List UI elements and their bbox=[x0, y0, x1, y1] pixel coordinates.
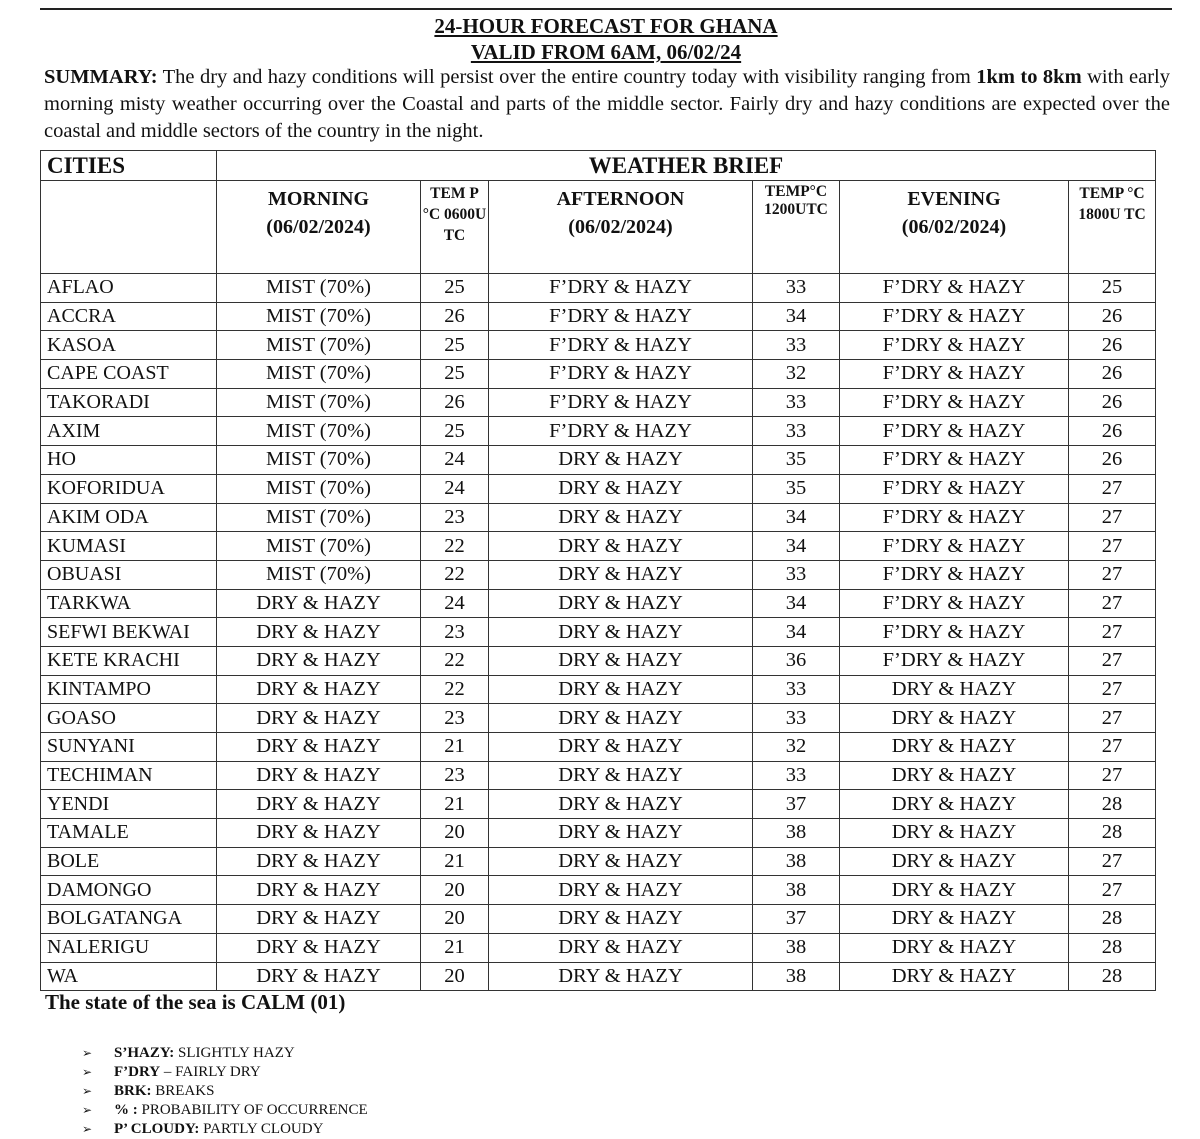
morning-cell: MIST (70%) bbox=[217, 446, 421, 475]
temp-0600-cell: 20 bbox=[421, 819, 489, 848]
city-cell: DAMONGO bbox=[41, 876, 217, 905]
temp-1800-cell: 27 bbox=[1069, 474, 1156, 503]
temp-0600-cell: 22 bbox=[421, 646, 489, 675]
afternoon-label: AFTERNOON bbox=[556, 188, 685, 210]
temp-0600-cell: 25 bbox=[421, 417, 489, 446]
temp-0600-cell: 24 bbox=[421, 446, 489, 475]
afternoon-cell: DRY & HAZY bbox=[489, 474, 753, 503]
table-row bbox=[41, 646, 1156, 675]
table-row bbox=[41, 589, 1156, 618]
morning-cell: DRY & HAZY bbox=[217, 905, 421, 934]
summary-visibility: 1km to 8km bbox=[976, 66, 1082, 88]
city-cell: BOLGATANGA bbox=[41, 905, 217, 934]
legend-meaning: BREAKS bbox=[155, 1083, 215, 1099]
table-row bbox=[41, 560, 1156, 589]
morning-cell: DRY & HAZY bbox=[217, 761, 421, 790]
temp-1800-cell: 26 bbox=[1069, 331, 1156, 360]
afternoon-cell: DRY & HAZY bbox=[489, 560, 753, 589]
evening-cell: F’DRY & HAZY bbox=[840, 560, 1069, 589]
arrowhead-icon: ➢ bbox=[82, 1065, 93, 1079]
morning-cell: MIST (70%) bbox=[217, 302, 421, 331]
afternoon-cell: DRY & HAZY bbox=[489, 618, 753, 647]
afternoon-cell: F’DRY & HAZY bbox=[489, 274, 753, 303]
temp-1800-cell: 27 bbox=[1069, 876, 1156, 905]
evening-cell: F’DRY & HAZY bbox=[840, 503, 1069, 532]
evening-label: EVENING bbox=[907, 188, 1001, 210]
forecast-table bbox=[40, 150, 1156, 991]
morning-cell: MIST (70%) bbox=[217, 532, 421, 561]
temp-1200-cell: 33 bbox=[753, 274, 840, 303]
temp-1800-cell: 28 bbox=[1069, 819, 1156, 848]
forecast-rows bbox=[41, 274, 1156, 991]
temp-1200-cell: 38 bbox=[753, 962, 840, 991]
temp-1200-cell: 34 bbox=[753, 503, 840, 532]
summary-paragraph bbox=[44, 64, 1170, 145]
temp-1800-cell: 27 bbox=[1069, 503, 1156, 532]
city-cell: OBUASI bbox=[41, 560, 217, 589]
evening-cell: F’DRY & HAZY bbox=[840, 618, 1069, 647]
temp-1800-cell: 27 bbox=[1069, 761, 1156, 790]
temp-0600-header: TEM P °C 0600U TC bbox=[421, 181, 489, 274]
city-cell: TECHIMAN bbox=[41, 761, 217, 790]
morning-cell: DRY & HAZY bbox=[217, 933, 421, 962]
evening-cell: DRY & HAZY bbox=[840, 761, 1069, 790]
temp-0600-cell: 25 bbox=[421, 331, 489, 360]
table-row bbox=[41, 790, 1156, 819]
evening-cell: DRY & HAZY bbox=[840, 962, 1069, 991]
afternoon-cell: DRY & HAZY bbox=[489, 790, 753, 819]
afternoon-cell: DRY & HAZY bbox=[489, 646, 753, 675]
morning-cell: DRY & HAZY bbox=[217, 589, 421, 618]
afternoon-cell: DRY & HAZY bbox=[489, 933, 753, 962]
table-row bbox=[41, 503, 1156, 532]
table-row bbox=[41, 733, 1156, 762]
temp-1200-cell: 35 bbox=[753, 474, 840, 503]
city-cell: NALERIGU bbox=[41, 933, 217, 962]
temp-0600-cell: 22 bbox=[421, 532, 489, 561]
city-cell: KETE KRACHI bbox=[41, 646, 217, 675]
morning-cell: MIST (70%) bbox=[217, 503, 421, 532]
temp-1800-header: TEMP °C 1800U TC bbox=[1069, 181, 1156, 274]
evening-header bbox=[840, 181, 1069, 274]
temp-0600-cell: 20 bbox=[421, 962, 489, 991]
table-row bbox=[41, 962, 1156, 991]
temp-0600-cell: 21 bbox=[421, 790, 489, 819]
top-rule bbox=[40, 8, 1172, 10]
legend-meaning: PARTLY CLOUDY bbox=[203, 1121, 324, 1137]
evening-cell: F’DRY & HAZY bbox=[840, 274, 1069, 303]
table-row bbox=[41, 360, 1156, 389]
table-row bbox=[41, 388, 1156, 417]
legend-item bbox=[82, 1063, 368, 1082]
afternoon-cell: DRY & HAZY bbox=[489, 503, 753, 532]
temp-1800-cell: 27 bbox=[1069, 618, 1156, 647]
morning-cell: DRY & HAZY bbox=[217, 618, 421, 647]
city-cell: AFLAO bbox=[41, 274, 217, 303]
evening-cell: DRY & HAZY bbox=[840, 704, 1069, 733]
city-cell: SUNYANI bbox=[41, 733, 217, 762]
morning-cell: DRY & HAZY bbox=[217, 962, 421, 991]
table-row bbox=[41, 847, 1156, 876]
afternoon-cell: F’DRY & HAZY bbox=[489, 331, 753, 360]
temp-1200-cell: 34 bbox=[753, 302, 840, 331]
table-row bbox=[41, 761, 1156, 790]
evening-cell: F’DRY & HAZY bbox=[840, 589, 1069, 618]
table-row bbox=[41, 302, 1156, 331]
morning-cell: MIST (70%) bbox=[217, 331, 421, 360]
legend-abbr: P’ CLOUDY: bbox=[114, 1121, 200, 1137]
temp-1200-cell: 33 bbox=[753, 417, 840, 446]
table-row bbox=[41, 532, 1156, 561]
temp-1800-cell: 26 bbox=[1069, 446, 1156, 475]
city-cell: KASOA bbox=[41, 331, 217, 360]
table-row bbox=[41, 446, 1156, 475]
temp-0600-cell: 21 bbox=[421, 733, 489, 762]
afternoon-cell: F’DRY & HAZY bbox=[489, 360, 753, 389]
morning-cell: DRY & HAZY bbox=[217, 675, 421, 704]
evening-cell: DRY & HAZY bbox=[840, 905, 1069, 934]
evening-cell: F’DRY & HAZY bbox=[840, 360, 1069, 389]
summary-label: SUMMARY: bbox=[44, 66, 158, 88]
morning-header bbox=[217, 181, 421, 274]
evening-cell: F’DRY & HAZY bbox=[840, 446, 1069, 475]
temp-1800-cell: 25 bbox=[1069, 274, 1156, 303]
temp-1200-cell: 33 bbox=[753, 761, 840, 790]
morning-cell: DRY & HAZY bbox=[217, 733, 421, 762]
morning-cell: DRY & HAZY bbox=[217, 847, 421, 876]
temp-0600-cell: 25 bbox=[421, 274, 489, 303]
temp-0600-cell: 23 bbox=[421, 618, 489, 647]
city-cell: KINTAMPO bbox=[41, 675, 217, 704]
city-cell: HO bbox=[41, 446, 217, 475]
abbreviation-legend bbox=[82, 1044, 368, 1139]
evening-cell: DRY & HAZY bbox=[840, 933, 1069, 962]
evening-cell: DRY & HAZY bbox=[840, 790, 1069, 819]
arrowhead-icon: ➢ bbox=[82, 1046, 93, 1060]
afternoon-header bbox=[489, 181, 753, 274]
temp-0600-cell: 21 bbox=[421, 933, 489, 962]
city-cell: TAMALE bbox=[41, 819, 217, 848]
city-cell: TARKWA bbox=[41, 589, 217, 618]
city-cell: BOLE bbox=[41, 847, 217, 876]
morning-cell: DRY & HAZY bbox=[217, 876, 421, 905]
morning-cell: DRY & HAZY bbox=[217, 704, 421, 733]
temp-1800-cell: 26 bbox=[1069, 302, 1156, 331]
temp-0600-cell: 20 bbox=[421, 876, 489, 905]
legend-meaning: – FAIRLY DRY bbox=[163, 1064, 261, 1080]
temp-1200-cell: 34 bbox=[753, 532, 840, 561]
table-row bbox=[41, 618, 1156, 647]
cities-header: CITIES bbox=[41, 151, 217, 181]
city-subheader bbox=[41, 181, 217, 274]
morning-cell: MIST (70%) bbox=[217, 560, 421, 589]
city-cell: AXIM bbox=[41, 417, 217, 446]
city-cell: CAPE COAST bbox=[41, 360, 217, 389]
sea-state: The state of the sea is CALM (01) bbox=[45, 990, 346, 1014]
morning-label: MORNING bbox=[267, 188, 370, 210]
afternoon-cell: F’DRY & HAZY bbox=[489, 388, 753, 417]
temp-0600-cell: 20 bbox=[421, 905, 489, 934]
afternoon-cell: DRY & HAZY bbox=[489, 876, 753, 905]
temp-1200-cell: 33 bbox=[753, 331, 840, 360]
temp-1200-cell: 33 bbox=[753, 560, 840, 589]
evening-cell: F’DRY & HAZY bbox=[840, 474, 1069, 503]
legend-item bbox=[82, 1101, 368, 1120]
city-cell: KUMASI bbox=[41, 532, 217, 561]
afternoon-cell: DRY & HAZY bbox=[489, 704, 753, 733]
city-cell: TAKORADI bbox=[41, 388, 217, 417]
afternoon-cell: DRY & HAZY bbox=[489, 589, 753, 618]
morning-cell: MIST (70%) bbox=[217, 474, 421, 503]
city-cell: AKIM ODA bbox=[41, 503, 217, 532]
temp-1800-cell: 27 bbox=[1069, 560, 1156, 589]
temp-1800-cell: 28 bbox=[1069, 962, 1156, 991]
evening-cell: F’DRY & HAZY bbox=[840, 331, 1069, 360]
city-cell: GOASO bbox=[41, 704, 217, 733]
temp-1200-cell: 33 bbox=[753, 675, 840, 704]
city-cell: YENDI bbox=[41, 790, 217, 819]
evening-cell: F’DRY & HAZY bbox=[840, 417, 1069, 446]
temp-0600-cell: 23 bbox=[421, 704, 489, 733]
temp-1800-cell: 26 bbox=[1069, 360, 1156, 389]
temp-1800-cell: 27 bbox=[1069, 589, 1156, 618]
temp-0600-cell: 25 bbox=[421, 360, 489, 389]
summary-text-b: with early morning misty weather occurring over the Coastal and parts of the middle sector. Fairly dry and hazy conditions are expected over the coastal and middle sectors of the country in the night. bbox=[44, 66, 1170, 142]
evening-cell: DRY & HAZY bbox=[840, 876, 1069, 905]
table-row bbox=[41, 417, 1156, 446]
afternoon-cell: DRY & HAZY bbox=[489, 962, 753, 991]
temp-1200-cell: 38 bbox=[753, 847, 840, 876]
temp-0600-cell: 22 bbox=[421, 560, 489, 589]
temp-1200-header: TEMP°C 1200UTC bbox=[753, 181, 840, 274]
temp-0600-cell: 24 bbox=[421, 589, 489, 618]
city-cell: WA bbox=[41, 962, 217, 991]
temp-1200-cell: 38 bbox=[753, 876, 840, 905]
morning-cell: MIST (70%) bbox=[217, 417, 421, 446]
temp-1800-cell: 27 bbox=[1069, 675, 1156, 704]
afternoon-cell: DRY & HAZY bbox=[489, 733, 753, 762]
temp-1200-cell: 33 bbox=[753, 704, 840, 733]
temp-1800-cell: 27 bbox=[1069, 532, 1156, 561]
page-title: 24-HOUR FORECAST FOR GHANA bbox=[434, 14, 778, 38]
morning-cell: MIST (70%) bbox=[217, 274, 421, 303]
legend-meaning: PROBABILITY OF OCCURRENCE bbox=[141, 1102, 368, 1118]
temp-1200-cell: 38 bbox=[753, 933, 840, 962]
evening-cell: F’DRY & HAZY bbox=[840, 302, 1069, 331]
morning-cell: MIST (70%) bbox=[217, 388, 421, 417]
evening-cell: DRY & HAZY bbox=[840, 733, 1069, 762]
table-row bbox=[41, 704, 1156, 733]
afternoon-date: (06/02/2024) bbox=[568, 216, 673, 238]
temp-0600-cell: 26 bbox=[421, 388, 489, 417]
afternoon-cell: F’DRY & HAZY bbox=[489, 302, 753, 331]
afternoon-cell: F’DRY & HAZY bbox=[489, 417, 753, 446]
legend-meaning: SLIGHTLY HAZY bbox=[178, 1045, 295, 1061]
table-row bbox=[41, 933, 1156, 962]
temp-1200-cell: 35 bbox=[753, 446, 840, 475]
city-cell: ACCRA bbox=[41, 302, 217, 331]
city-cell: KOFORIDUA bbox=[41, 474, 217, 503]
temp-1800-cell: 27 bbox=[1069, 733, 1156, 762]
evening-cell: DRY & HAZY bbox=[840, 819, 1069, 848]
morning-date: (06/02/2024) bbox=[266, 216, 371, 238]
temp-1200-cell: 37 bbox=[753, 790, 840, 819]
valid-period: VALID FROM 6AM, 06/02/24 bbox=[470, 40, 742, 64]
arrowhead-icon: ➢ bbox=[82, 1103, 93, 1117]
city-cell: SEFWI BEKWAI bbox=[41, 618, 217, 647]
legend-item bbox=[82, 1120, 368, 1139]
legend-item bbox=[82, 1044, 368, 1063]
afternoon-cell: DRY & HAZY bbox=[489, 819, 753, 848]
morning-cell: DRY & HAZY bbox=[217, 819, 421, 848]
evening-cell: DRY & HAZY bbox=[840, 847, 1069, 876]
legend-abbr: S’HAZY: bbox=[114, 1045, 175, 1061]
temp-1200-cell: 36 bbox=[753, 646, 840, 675]
evening-cell: F’DRY & HAZY bbox=[840, 532, 1069, 561]
temp-1800-cell: 26 bbox=[1069, 388, 1156, 417]
evening-cell: DRY & HAZY bbox=[840, 675, 1069, 704]
temp-1800-cell: 28 bbox=[1069, 933, 1156, 962]
table-row bbox=[41, 274, 1156, 303]
temp-1200-cell: 34 bbox=[753, 618, 840, 647]
summary-text-a: The dry and hazy conditions will persist over the entire country today with visibility ranging from bbox=[157, 66, 977, 88]
arrowhead-icon: ➢ bbox=[82, 1084, 93, 1098]
legend-item bbox=[82, 1082, 368, 1101]
arrowhead-icon: ➢ bbox=[82, 1122, 93, 1136]
temp-0600-cell: 26 bbox=[421, 302, 489, 331]
legend-abbr: BRK: bbox=[114, 1083, 152, 1099]
temp-1200-cell: 33 bbox=[753, 388, 840, 417]
table-row bbox=[41, 905, 1156, 934]
legend-abbr: F’DRY bbox=[114, 1064, 161, 1080]
temp-1800-cell: 27 bbox=[1069, 847, 1156, 876]
legend-abbr: % : bbox=[114, 1102, 138, 1118]
table-row bbox=[41, 819, 1156, 848]
temp-1200-cell: 37 bbox=[753, 905, 840, 934]
temp-0600-cell: 21 bbox=[421, 847, 489, 876]
temp-0600-cell: 22 bbox=[421, 675, 489, 704]
weather-brief-header: WEATHER BRIEF bbox=[217, 151, 1156, 181]
evening-cell: F’DRY & HAZY bbox=[840, 646, 1069, 675]
temp-1800-cell: 28 bbox=[1069, 790, 1156, 819]
evening-date: (06/02/2024) bbox=[901, 216, 1007, 238]
temp-0600-cell: 23 bbox=[421, 761, 489, 790]
afternoon-cell: DRY & HAZY bbox=[489, 905, 753, 934]
temp-0600-cell: 24 bbox=[421, 474, 489, 503]
temp-1800-cell: 27 bbox=[1069, 704, 1156, 733]
table-row bbox=[41, 876, 1156, 905]
morning-cell: DRY & HAZY bbox=[217, 790, 421, 819]
afternoon-cell: DRY & HAZY bbox=[489, 761, 753, 790]
table-row bbox=[41, 331, 1156, 360]
temp-1200-cell: 38 bbox=[753, 819, 840, 848]
table-row bbox=[41, 675, 1156, 704]
temp-1800-cell: 26 bbox=[1069, 417, 1156, 446]
evening-cell: F’DRY & HAZY bbox=[840, 388, 1069, 417]
morning-cell: DRY & HAZY bbox=[217, 646, 421, 675]
morning-cell: MIST (70%) bbox=[217, 360, 421, 389]
temp-0600-cell: 23 bbox=[421, 503, 489, 532]
afternoon-cell: DRY & HAZY bbox=[489, 847, 753, 876]
temp-1200-cell: 34 bbox=[753, 589, 840, 618]
afternoon-cell: DRY & HAZY bbox=[489, 675, 753, 704]
temp-1200-cell: 32 bbox=[753, 360, 840, 389]
temp-1800-cell: 28 bbox=[1069, 905, 1156, 934]
temp-1200-cell: 32 bbox=[753, 733, 840, 762]
table-row bbox=[41, 474, 1156, 503]
temp-1800-cell: 27 bbox=[1069, 646, 1156, 675]
afternoon-cell: DRY & HAZY bbox=[489, 446, 753, 475]
afternoon-cell: DRY & HAZY bbox=[489, 532, 753, 561]
